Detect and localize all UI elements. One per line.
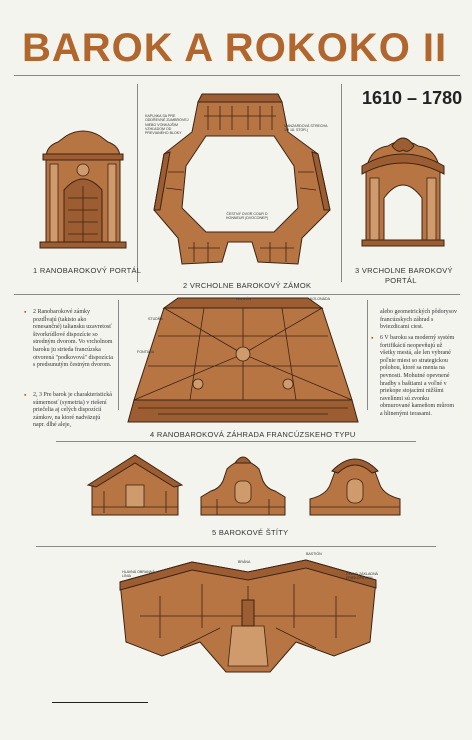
castle-label-chapel: KAPLNKA SA PRE ODDŘEVNÉ ZUMBROVEJ NIEBO VONKAJŠIM VZHĽADOM OD PREVIANÉHO BLOKY xyxy=(145,114,189,136)
castle-label-roof: MANZARDOVÁ STRECHA 1M 18. STOR.) xyxy=(284,124,328,133)
page-title: BAROK A ROKOKO II xyxy=(22,26,448,70)
garden-label-pavilon: PAVILÓN xyxy=(236,297,252,301)
text-paragraph-right-2: ▪ 6 V baroku sa moderný systém fortifikácií neopevňujú už všetky mestá, ale len vybrané poľnie miest so strategickou polohou, ktoré sa menia na pevnosti. Mohutné opevnené hradby s baštiami a voľné v priekope stojacími nižšími ravelínmi sú zvonku obmurované kameňom mûrom a hlinenými terasami. xyxy=(380,335,458,419)
text-paragraph-left-1: ▪ 2 Ranobarokové zámky pozdĺvajú (takisto ako renesančné) taliansku uzavretosť štvorkrídlové dispozície so stredným dvorom. Vo vrcholnom baroku ju strieda francúzska otvorená "podkovová" dispozícia s predsunutým čestným dvorom. xyxy=(33,309,113,370)
garden-label-kolonada: KOLONÁDA xyxy=(310,297,330,301)
fortress-label-brana: BRÁNA xyxy=(238,560,251,564)
column-divider-left xyxy=(137,84,138,282)
fortress-label-bastion: BASTIÓN xyxy=(306,552,322,556)
title-divider xyxy=(14,75,460,76)
gable-3-illustration xyxy=(306,455,404,517)
text-paragraph-left-2: ▪ 2, 3 Pre barok je charakteristická súmernosť (symetria) v riešení priečelia aj celých dispozícií zámkov, na ktoré nadväzujú napr. dlhé aleje, xyxy=(33,392,113,430)
fortress-label-left: HLAVNÁ OBRANNÁ LÍNIA xyxy=(122,570,155,579)
caption-baroque-gables: 5 BAROKOVÉ ŠTÍTY xyxy=(212,528,289,537)
garden-label-fontana: FONTÁNA xyxy=(137,350,155,354)
row4-top-divider xyxy=(36,546,436,547)
garden-label-studna: STUDŇA xyxy=(148,317,163,321)
bottom-rule xyxy=(52,702,148,703)
gable-2-illustration xyxy=(197,455,289,517)
caption-baroque-castle: 2 VRCHOLNE BAROKOVÝ ZÁMOK xyxy=(183,281,312,290)
early-baroque-portal-illustration xyxy=(40,128,126,248)
french-garden-illustration xyxy=(118,296,368,426)
column-divider-right xyxy=(341,84,342,282)
caption-french-garden: 4 RANOBAROKOVÁ ZÁHRADA FRANCÚZSKEHO TYPU xyxy=(150,430,356,439)
caption-high-baroque-portal-line2: PORTÁL xyxy=(385,276,417,285)
caption-early-baroque-portal: 1 RANOBAROKOVÝ PORTÁL xyxy=(33,266,142,275)
row2-top-divider xyxy=(14,294,460,295)
caption-high-baroque-portal-line1: 3 VRCHOLNE BAROKOVÝ xyxy=(355,266,453,275)
fortress-label-right: ČELNÁ ZÁKLADNÁ PRIEKOPA ZEM xyxy=(346,572,378,581)
high-baroque-portal-illustration xyxy=(362,136,444,246)
fortress-illustration xyxy=(120,556,376,674)
castle-label-courtyard: ČESTNÝ DVOR COUR D HONNEUR (DVOCONEP) xyxy=(225,212,269,221)
row3-top-divider xyxy=(56,441,416,442)
gable-1-illustration xyxy=(88,455,182,517)
text-paragraph-right-1: alebo geometrických pôdorysov francúzskych záhrad s bviezdicami ciest. xyxy=(380,309,457,331)
date-range: 1610 – 1780 xyxy=(362,88,463,108)
